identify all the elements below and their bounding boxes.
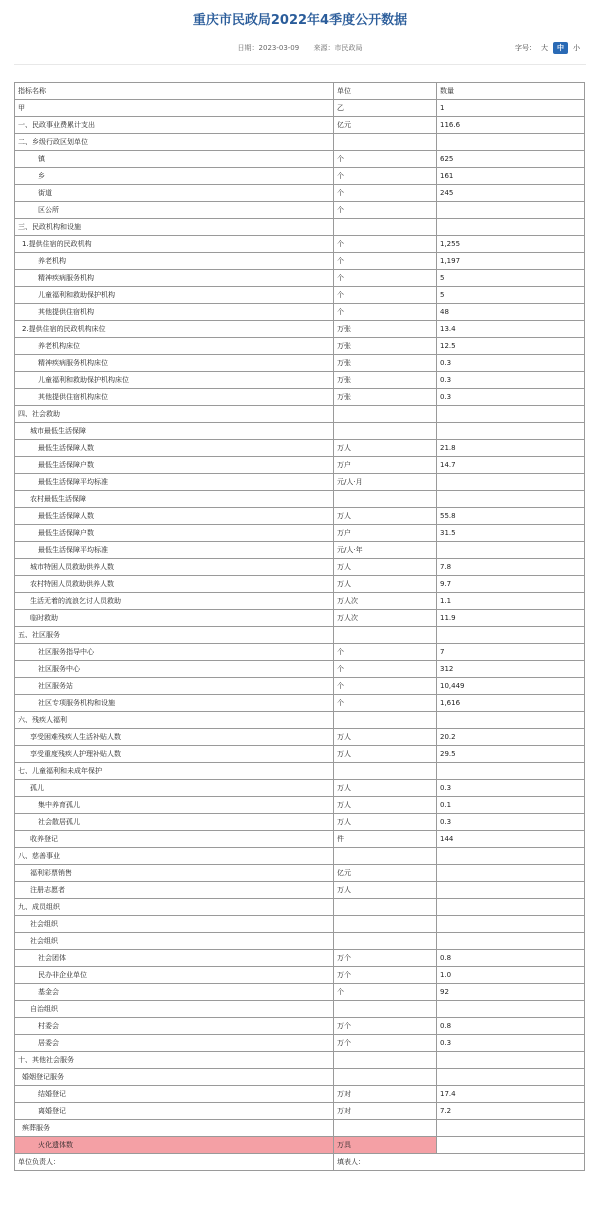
row-name-cell: 八、慈善事业 xyxy=(15,848,334,865)
row-name-cell: 居委会 xyxy=(15,1035,334,1052)
row-name-cell: 甲 xyxy=(15,100,334,117)
row-value-cell xyxy=(437,916,585,933)
row-name-cell: 火化遗体数 xyxy=(15,1137,334,1154)
row-unit-cell: 万人 xyxy=(334,440,437,457)
row-value-cell: 1.1 xyxy=(437,593,585,610)
row-name-cell: 三、民政机构和设施 xyxy=(15,219,334,236)
row-unit-cell: 万人次 xyxy=(334,593,437,610)
row-value-cell: 55.8 xyxy=(437,508,585,525)
row-name-cell: 一、民政事业费累计支出 xyxy=(15,117,334,134)
row-value-cell: 0.3 xyxy=(437,1035,585,1052)
table-row xyxy=(15,967,585,984)
row-value-cell xyxy=(437,627,585,644)
row-unit-cell: 个 xyxy=(334,270,437,287)
row-unit-cell: 万对 xyxy=(334,1103,437,1120)
row-unit-cell xyxy=(334,406,437,423)
row-name-cell: 其他提供住宿机构 xyxy=(15,304,334,321)
row-value-cell: 1,197 xyxy=(437,253,585,270)
row-unit-cell: 万个 xyxy=(334,950,437,967)
row-unit-cell: 乙 xyxy=(334,100,437,117)
table-row xyxy=(15,746,585,763)
row-unit-cell: 个 xyxy=(334,168,437,185)
table-row xyxy=(15,882,585,899)
row-unit-cell xyxy=(334,1052,437,1069)
row-name-cell: 集中养育孤儿 xyxy=(15,797,334,814)
row-name-cell: 精神疾病服务机构 xyxy=(15,270,334,287)
table-row xyxy=(15,355,585,372)
row-unit-cell: 万张 xyxy=(334,389,437,406)
row-unit-cell: 万张 xyxy=(334,355,437,372)
row-unit-cell xyxy=(334,491,437,508)
row-unit-cell: 个 xyxy=(334,202,437,219)
row-name-cell: 社区服务指导中心 xyxy=(15,644,334,661)
row-unit-cell: 个 xyxy=(334,661,437,678)
row-value-cell: 7 xyxy=(437,644,585,661)
font-size-label: 字号： xyxy=(515,44,536,52)
row-value-cell: 0.3 xyxy=(437,355,585,372)
row-unit-cell: 个 xyxy=(334,253,437,270)
row-unit-cell xyxy=(334,1001,437,1018)
row-value-cell xyxy=(437,1069,585,1086)
row-name-cell: 基金会 xyxy=(15,984,334,1001)
row-unit-cell: 万人 xyxy=(334,882,437,899)
row-name-cell: 农村最低生活保障 xyxy=(15,491,334,508)
table-row xyxy=(15,491,585,508)
row-value-cell xyxy=(437,712,585,729)
row-name-cell: 镇 xyxy=(15,151,334,168)
row-name-cell: 街道 xyxy=(15,185,334,202)
row-unit-cell xyxy=(334,916,437,933)
table-footer-row xyxy=(15,1154,585,1171)
row-name-cell: 社会散居孤儿 xyxy=(15,814,334,831)
row-value-cell: 0.3 xyxy=(437,389,585,406)
table-row xyxy=(15,202,585,219)
row-value-cell: 13.4 xyxy=(437,321,585,338)
table-row xyxy=(15,729,585,746)
row-name-cell: 最低生活保障平均标准 xyxy=(15,542,334,559)
row-value-cell: 48 xyxy=(437,304,585,321)
table-row xyxy=(15,474,585,491)
table-row xyxy=(15,712,585,729)
row-name-cell: 四、社会救助 xyxy=(15,406,334,423)
table-row xyxy=(15,1120,585,1137)
row-value-cell xyxy=(437,1137,585,1154)
row-unit-cell: 万人 xyxy=(334,559,437,576)
row-unit-cell xyxy=(334,848,437,865)
row-unit-cell: 万人 xyxy=(334,797,437,814)
row-unit-cell: 万个 xyxy=(334,1018,437,1035)
table-row xyxy=(15,627,585,644)
table-row xyxy=(15,219,585,236)
row-name-cell: 离婚登记 xyxy=(15,1103,334,1120)
row-name-cell: 最低生活保障平均标准 xyxy=(15,474,334,491)
row-name-cell: 农村特困人员救助供养人数 xyxy=(15,576,334,593)
row-unit-cell: 件 xyxy=(334,831,437,848)
row-value-cell: 312 xyxy=(437,661,585,678)
row-value-cell xyxy=(437,848,585,865)
row-value-cell xyxy=(437,474,585,491)
row-unit-cell xyxy=(334,899,437,916)
table-row xyxy=(15,1137,585,1154)
table-row xyxy=(15,185,585,202)
row-name-cell: 村委会 xyxy=(15,1018,334,1035)
article-meta xyxy=(0,43,600,53)
row-name-cell: 注册志愿者 xyxy=(15,882,334,899)
row-value-cell xyxy=(437,134,585,151)
row-unit-cell: 万人 xyxy=(334,508,437,525)
table-row xyxy=(15,644,585,661)
font-size-large[interactable]: 大 xyxy=(541,44,548,52)
column-header-value: 数量 xyxy=(437,83,585,100)
source-label: 来源：市民政局 xyxy=(313,44,363,52)
row-name-cell: 五、社区服务 xyxy=(15,627,334,644)
row-name-cell: 最低生活保障户数 xyxy=(15,457,334,474)
row-name-cell: 九、成员组织 xyxy=(15,899,334,916)
row-value-cell: 14.7 xyxy=(437,457,585,474)
table-row xyxy=(15,389,585,406)
row-unit-cell: 元/人·年 xyxy=(334,542,437,559)
row-unit-cell: 个 xyxy=(334,644,437,661)
row-unit-cell: 个 xyxy=(334,695,437,712)
row-name-cell: 精神疾病服务机构床位 xyxy=(15,355,334,372)
row-name-cell: 乡 xyxy=(15,168,334,185)
row-name-cell: 十、其他社会服务 xyxy=(15,1052,334,1069)
row-unit-cell: 个 xyxy=(334,287,437,304)
row-name-cell: 生活无着的流浪乞讨人员救助 xyxy=(15,593,334,610)
row-unit-cell: 万人 xyxy=(334,780,437,797)
table-row xyxy=(15,984,585,1001)
statistics-table xyxy=(14,82,585,1171)
row-value-cell: 0.3 xyxy=(437,814,585,831)
table-row xyxy=(15,610,585,627)
row-unit-cell: 亿元 xyxy=(334,117,437,134)
font-size-switcher xyxy=(515,42,580,54)
row-unit-cell xyxy=(334,627,437,644)
row-unit-cell: 个 xyxy=(334,185,437,202)
table-row xyxy=(15,321,585,338)
table-row xyxy=(15,865,585,882)
row-name-cell: 结婚登记 xyxy=(15,1086,334,1103)
table-row xyxy=(15,1069,585,1086)
row-name-cell: 自治组织 xyxy=(15,1001,334,1018)
row-name-cell: 最低生活保障人数 xyxy=(15,508,334,525)
row-value-cell xyxy=(437,1120,585,1137)
row-value-cell: 0.3 xyxy=(437,780,585,797)
table-row xyxy=(15,525,585,542)
row-value-cell: 1,255 xyxy=(437,236,585,253)
table-row xyxy=(15,1018,585,1035)
table-row xyxy=(15,151,585,168)
row-value-cell: 0.8 xyxy=(437,950,585,967)
table-header-row xyxy=(15,83,585,100)
table-row xyxy=(15,814,585,831)
row-unit-cell xyxy=(334,219,437,236)
row-name-cell: 社区服务站 xyxy=(15,678,334,695)
row-unit-cell xyxy=(334,933,437,950)
row-unit-cell xyxy=(334,134,437,151)
row-name-cell: 其他提供住宿机构床位 xyxy=(15,389,334,406)
row-name-cell: 区公所 xyxy=(15,202,334,219)
row-unit-cell: 万人 xyxy=(334,814,437,831)
row-unit-cell: 亿元 xyxy=(334,865,437,882)
row-value-cell xyxy=(437,542,585,559)
table-row xyxy=(15,338,585,355)
table-row xyxy=(15,1035,585,1052)
row-unit-cell xyxy=(334,423,437,440)
row-value-cell: 12.5 xyxy=(437,338,585,355)
table-row xyxy=(15,542,585,559)
row-unit-cell: 个 xyxy=(334,678,437,695)
table-row xyxy=(15,508,585,525)
row-unit-cell xyxy=(334,1120,437,1137)
row-value-cell: 7.2 xyxy=(437,1103,585,1120)
table-row xyxy=(15,661,585,678)
font-size-small[interactable]: 小 xyxy=(573,44,580,52)
row-value-cell: 1 xyxy=(437,100,585,117)
row-value-cell: 20.2 xyxy=(437,729,585,746)
row-unit-cell xyxy=(334,1069,437,1086)
row-name-cell: 城市最低生活保障 xyxy=(15,423,334,440)
row-name-cell: 七、儿童福利和未成年保护 xyxy=(15,763,334,780)
table-row xyxy=(15,1086,585,1103)
row-unit-cell: 万个 xyxy=(334,1035,437,1052)
row-value-cell: 92 xyxy=(437,984,585,1001)
table-row xyxy=(15,134,585,151)
row-value-cell xyxy=(437,423,585,440)
table-row xyxy=(15,236,585,253)
table-row xyxy=(15,695,585,712)
row-value-cell: 7.8 xyxy=(437,559,585,576)
row-value-cell: 1.0 xyxy=(437,967,585,984)
row-value-cell: 116.6 xyxy=(437,117,585,134)
table-row xyxy=(15,678,585,695)
table-row xyxy=(15,933,585,950)
row-name-cell: 儿童福利和救助保护机构 xyxy=(15,287,334,304)
table-row xyxy=(15,559,585,576)
row-name-cell: 二、乡级行政区划单位 xyxy=(15,134,334,151)
row-value-cell: 625 xyxy=(437,151,585,168)
table-row xyxy=(15,950,585,967)
table-row xyxy=(15,440,585,457)
table-row xyxy=(15,797,585,814)
row-value-cell: 17.4 xyxy=(437,1086,585,1103)
row-unit-cell: 万人 xyxy=(334,729,437,746)
row-name-cell: 社区服务中心 xyxy=(15,661,334,678)
row-value-cell xyxy=(437,1052,585,1069)
table-row xyxy=(15,916,585,933)
row-value-cell xyxy=(437,491,585,508)
table-row xyxy=(15,287,585,304)
table-row xyxy=(15,304,585,321)
row-value-cell: 29.5 xyxy=(437,746,585,763)
table-row xyxy=(15,372,585,389)
row-value-cell xyxy=(437,202,585,219)
row-name-cell: 福利彩票销售 xyxy=(15,865,334,882)
column-header-unit: 单位 xyxy=(334,83,437,100)
row-unit-cell xyxy=(334,763,437,780)
row-value-cell: 0.8 xyxy=(437,1018,585,1035)
row-name-cell: 民办非企业单位 xyxy=(15,967,334,984)
table-row xyxy=(15,848,585,865)
row-unit-cell: 万对 xyxy=(334,1086,437,1103)
row-value-cell xyxy=(437,1001,585,1018)
row-unit-cell: 万张 xyxy=(334,338,437,355)
row-value-cell: 0.1 xyxy=(437,797,585,814)
table-row xyxy=(15,899,585,916)
row-unit-cell: 万户 xyxy=(334,457,437,474)
row-name-cell: 殡葬服务 xyxy=(15,1120,334,1137)
row-unit-cell xyxy=(334,712,437,729)
row-value-cell xyxy=(437,219,585,236)
row-name-cell: 社会组织 xyxy=(15,916,334,933)
row-value-cell: 11.9 xyxy=(437,610,585,627)
table-row xyxy=(15,423,585,440)
row-unit-cell: 万人次 xyxy=(334,610,437,627)
table-row xyxy=(15,593,585,610)
row-unit-cell: 万户 xyxy=(334,525,437,542)
row-value-cell: 31.5 xyxy=(437,525,585,542)
row-name-cell: 城市特困人员救助供养人数 xyxy=(15,559,334,576)
row-name-cell: 六、残疾人福利 xyxy=(15,712,334,729)
row-unit-cell: 万张 xyxy=(334,372,437,389)
row-name-cell: 婚姻登记服务 xyxy=(15,1069,334,1086)
row-name-cell: 孤儿 xyxy=(15,780,334,797)
row-unit-cell: 元/人·月 xyxy=(334,474,437,491)
row-unit-cell: 个 xyxy=(334,151,437,168)
table-row xyxy=(15,270,585,287)
row-name-cell: 社会团体 xyxy=(15,950,334,967)
row-value-cell: 21.8 xyxy=(437,440,585,457)
table-row xyxy=(15,780,585,797)
row-name-cell: 最低生活保障人数 xyxy=(15,440,334,457)
row-value-cell: 161 xyxy=(437,168,585,185)
row-value-cell xyxy=(437,865,585,882)
table-row xyxy=(15,457,585,474)
row-name-cell: 1.提供住宿的民政机构 xyxy=(15,236,334,253)
row-name-cell: 儿童福利和救助保护机构床位 xyxy=(15,372,334,389)
responsible-person-label: 单位负责人： xyxy=(15,1154,334,1171)
table-row xyxy=(15,831,585,848)
row-unit-cell: 万个 xyxy=(334,967,437,984)
row-value-cell: 10,449 xyxy=(437,678,585,695)
row-name-cell: 社区专项服务机构和设施 xyxy=(15,695,334,712)
row-name-cell: 最低生活保障户数 xyxy=(15,525,334,542)
row-unit-cell: 个 xyxy=(334,984,437,1001)
row-name-cell: 享受重度残疾人护理补贴人数 xyxy=(15,746,334,763)
table-row xyxy=(15,100,585,117)
row-name-cell: 享受困难残疾人生活补贴人数 xyxy=(15,729,334,746)
row-value-cell: 5 xyxy=(437,270,585,287)
table-row xyxy=(15,253,585,270)
page-title: 重庆市民政局2022年4季度公开数据 xyxy=(192,13,408,28)
row-unit-cell: 万人 xyxy=(334,576,437,593)
row-value-cell: 5 xyxy=(437,287,585,304)
publish-date: 日期：2023-03-09 xyxy=(237,44,300,52)
table-row xyxy=(15,763,585,780)
row-value-cell xyxy=(437,899,585,916)
row-name-cell: 收养登记 xyxy=(15,831,334,848)
row-unit-cell: 万人 xyxy=(334,746,437,763)
table-row xyxy=(15,117,585,134)
column-header-name: 指标名称 xyxy=(15,83,334,100)
row-unit-cell: 个 xyxy=(334,236,437,253)
table-row xyxy=(15,168,585,185)
font-size-medium[interactable]: 中 xyxy=(553,42,568,54)
header-divider xyxy=(14,64,586,65)
table-row xyxy=(15,1052,585,1069)
table-row xyxy=(15,1103,585,1120)
row-unit-cell: 万具 xyxy=(334,1137,437,1154)
row-name-cell: 社会组织 xyxy=(15,933,334,950)
row-name-cell: 临时救助 xyxy=(15,610,334,627)
row-value-cell: 245 xyxy=(437,185,585,202)
row-value-cell: 9.7 xyxy=(437,576,585,593)
table-row xyxy=(15,406,585,423)
row-value-cell xyxy=(437,882,585,899)
row-unit-cell: 个 xyxy=(334,304,437,321)
filler-label: 填表人： xyxy=(334,1154,585,1171)
row-name-cell: 养老机构床位 xyxy=(15,338,334,355)
row-name-cell: 养老机构 xyxy=(15,253,334,270)
table-row xyxy=(15,576,585,593)
row-value-cell xyxy=(437,933,585,950)
row-name-cell: 2.提供住宿的民政机构床位 xyxy=(15,321,334,338)
row-value-cell xyxy=(437,763,585,780)
row-value-cell: 1,616 xyxy=(437,695,585,712)
row-value-cell xyxy=(437,406,585,423)
row-value-cell: 0.3 xyxy=(437,372,585,389)
row-value-cell: 144 xyxy=(437,831,585,848)
row-unit-cell: 万张 xyxy=(334,321,437,338)
table-row xyxy=(15,1001,585,1018)
